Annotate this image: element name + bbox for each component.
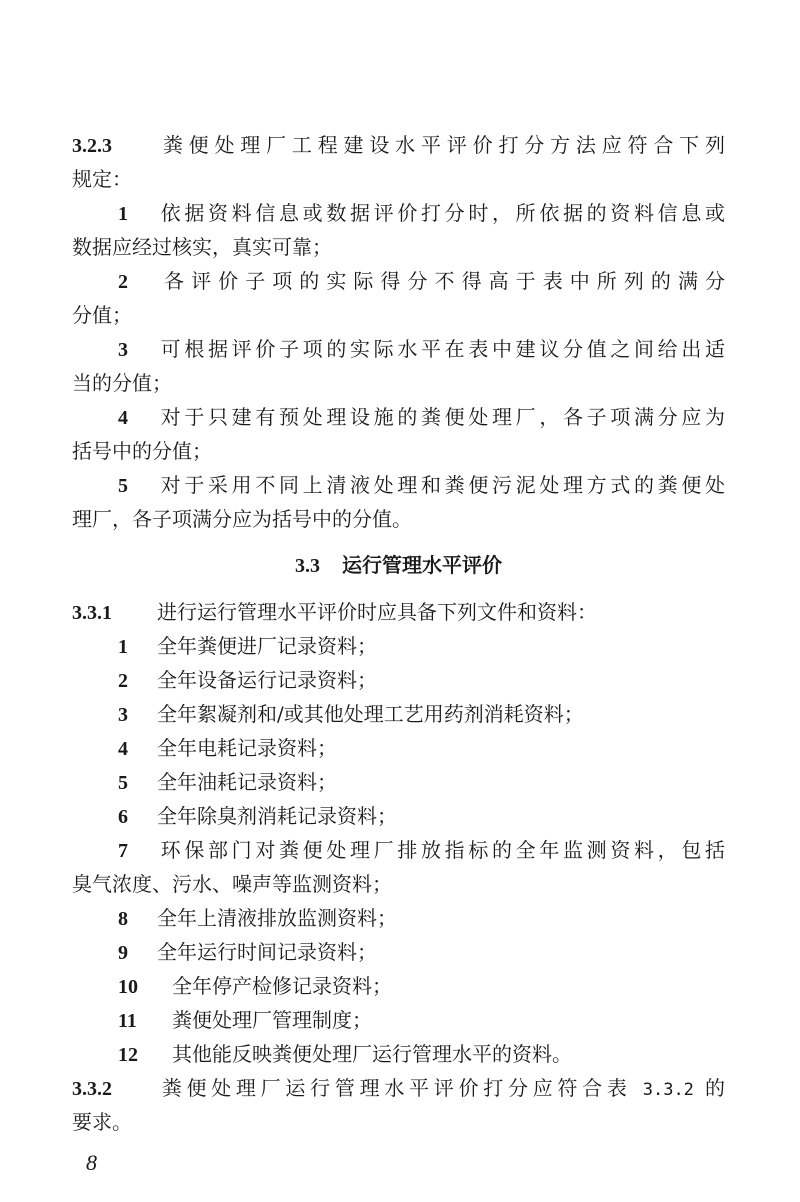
list-item	[72, 765, 725, 799]
item-text: 全年除臭剂消耗记录资料；	[157, 804, 397, 828]
table-reference: 3.3.2	[642, 1080, 694, 1100]
item-number: 12	[118, 1044, 138, 1066]
item-number: 1	[118, 636, 128, 658]
list-item	[72, 935, 725, 969]
item-text: 粪便处理厂管理制度；	[172, 1008, 372, 1032]
section-heading	[72, 548, 725, 582]
item-text: 对于只建有预处理设施的粪便处理厂，各子项满分应为	[157, 405, 725, 429]
item-number: 11	[118, 1010, 137, 1032]
section-number: 3.3	[295, 555, 320, 577]
item-number: 4	[118, 407, 128, 429]
list-item	[72, 1037, 725, 1071]
clause-text: 粪便处理厂工程建设水平评价打分方法应符合下列	[157, 133, 725, 157]
item-text: 全年粪便进厂记录资料；	[157, 634, 377, 658]
item-text: 全年设备运行记录资料；	[157, 668, 377, 692]
list-item	[72, 969, 725, 1003]
item-text: 可根据评价子项的实际水平在表中建议分值之间给出适	[157, 337, 725, 361]
item-text-continued: 数据应经过核实，真实可靠；	[72, 235, 332, 259]
item-number: 6	[118, 806, 128, 828]
item-number: 2	[118, 271, 128, 293]
clause-number: 3.3.2	[72, 1078, 112, 1100]
item-text-continued: 括号中的分值；	[72, 439, 212, 463]
item-number: 3	[118, 704, 128, 726]
item-text: 全年停产检修记录资料；	[172, 974, 392, 998]
item-text-continued: 理厂，各子项满分应为括号中的分值。	[72, 507, 412, 531]
item-text: 全年油耗记录资料；	[157, 770, 337, 794]
item-text: 全年运行时间记录资料；	[157, 940, 377, 964]
item-text-continued: 臭气浓度、污水、噪声等监测资料；	[72, 872, 392, 896]
clause-text: 粪便处理厂运行管理水平评价打分应符合表	[157, 1076, 632, 1100]
clause-number: 3.2.3	[72, 135, 112, 157]
list-item	[72, 731, 725, 765]
list-item	[72, 833, 725, 867]
list-item	[72, 468, 725, 502]
item-text: 环保部门对粪便处理厂排放指标的全年监测资料，包括	[157, 838, 725, 862]
item-number: 10	[118, 976, 138, 998]
list-item	[72, 332, 725, 366]
list-item	[72, 629, 725, 663]
item-number: 3	[118, 339, 128, 361]
item-text: 依据资料信息或数据评价打分时，所依据的资料信息或	[157, 201, 725, 225]
item-number: 4	[118, 738, 128, 760]
list-item	[72, 697, 725, 731]
item-number: 2	[118, 670, 128, 692]
clause-number: 3.3.1	[72, 602, 112, 624]
clause-3-2-3	[72, 128, 725, 162]
list-item	[72, 663, 725, 697]
document-page	[72, 128, 725, 1139]
section-title: 运行管理水平评价	[342, 553, 502, 577]
list-item	[72, 196, 725, 230]
clause-text: 进行运行管理水平评价时应具备下列文件和资料：	[157, 600, 597, 624]
item-text: 其他能反映粪便处理厂运行管理水平的资料。	[172, 1042, 572, 1066]
item-text-continued: 分值；	[72, 303, 132, 327]
clause-text-continued: 规定：	[72, 167, 132, 191]
item-number: 1	[118, 203, 128, 225]
list-item	[72, 1003, 725, 1037]
item-number: 9	[118, 942, 128, 964]
page-number: 8	[86, 1150, 97, 1175]
item-number: 5	[118, 772, 128, 794]
item-number: 8	[118, 908, 128, 930]
item-text: 对于采用不同上清液处理和粪便污泥处理方式的粪便处	[157, 473, 725, 497]
clause-3-3-1	[72, 595, 725, 629]
item-text: 全年絮凝剂和/或其他处理工艺用药剂消耗资料；	[157, 702, 584, 726]
item-text: 全年上清液排放监测资料；	[157, 906, 397, 930]
list-item	[72, 799, 725, 833]
list-item	[72, 264, 725, 298]
item-text: 全年电耗记录资料；	[157, 736, 337, 760]
item-number: 7	[118, 840, 128, 862]
clause-text-end: 的	[705, 1076, 726, 1100]
clause-3-3-2	[72, 1071, 725, 1105]
item-text: 各评价子项的实际得分不得高于表中所列的满分	[157, 269, 725, 293]
item-text-continued: 当的分值；	[72, 371, 172, 395]
list-item	[72, 400, 725, 434]
clause-text-continued: 要求。	[72, 1110, 132, 1134]
list-item	[72, 901, 725, 935]
item-number: 5	[118, 475, 128, 497]
